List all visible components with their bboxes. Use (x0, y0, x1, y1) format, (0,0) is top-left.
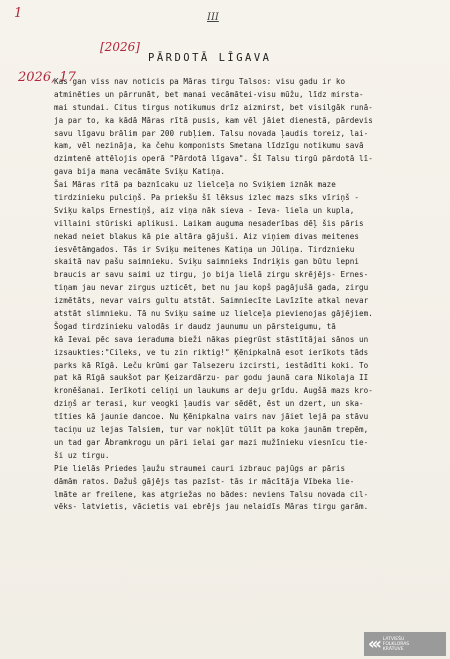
document-body (54, 76, 446, 514)
text-line: iesvētāmgados. Tās ir Sviķu meitenes Katiņa un Jūliņa. Tirdznieku (54, 244, 355, 254)
text-line: ši uz tirgu. (54, 450, 110, 460)
text-line: atstāt slimnieku. Tā nu Sviķu saime uz lielceļa pievienojas gājējiem. (54, 309, 373, 319)
logo-text (383, 637, 409, 652)
text-line: Kas gan viss nav noticis pa Māras tirgu Talsos: visu gadu ir ko (54, 77, 346, 86)
text-line: izsaukties:"Cileks, ve tu zin riktig!" Ķēnipkalnā esot ierīkots tāds (54, 347, 369, 357)
text-line: Šogad tirdzinieku valodās ir daudz jaunumu un pārsteigumu, tā (54, 321, 336, 331)
text-line: Pie lielās Priedes ļaužu straumei cauri izbrauc pajūgs ar pāris (54, 463, 346, 473)
logo-line-1: LATVIEŠU (382, 636, 405, 642)
archive-logo (364, 632, 446, 656)
text-line: ja par to, ka kādā Māras rītā pusis, kam vēl jāiet dienestā, pārdevis (54, 115, 373, 125)
text-line: Šai Māras rītā pa baznīcaku uz lielceļa no Sviķiem iznāk maze (54, 180, 336, 190)
text-line: dziņš ar terasi, kur veogki ļaudis var sēdēt, ēst un dzert, un ska- (54, 399, 364, 409)
text-line: pat kā Rīgā saukšot par Ķeizardārzu- par godu jaunā cara Nikolaja II (54, 373, 369, 383)
archive-reference: [2026] (100, 40, 140, 54)
archive-side-note: 2026, 17 (18, 70, 76, 85)
text-line: dzimtenē attēlojis operā "Pārdotā līgava". Šī Talsu tirgū pārdotā lī- (54, 154, 373, 164)
text-line: villaini stūriski aplikusi. Laikam auguma nesaderības dēļ šis pāris (54, 218, 364, 228)
text-line: kā Ievai pēc sava ieraduma bieži nākas piegrūst stāstītājai sānos un (54, 334, 369, 344)
text-line: dāmām ratos. Dažuš gājējs tas pazīst- tās ir mācītāja Vībeka lie- (54, 476, 355, 486)
text-line: kam, vēl nezināja, ka čehu komponists Smetana līdzīgu notikumu savā (54, 141, 364, 151)
text-line: lmāte ar freilene, kas atgriežas no bādes: neviens Talsu novada cil- (54, 489, 369, 499)
text-line: savu līgavu brālim par 200 rubļiem. Talsu novada ļaudis toreiz, lai- (54, 128, 369, 138)
text-line: un tad gar Ābramkrogu un pāri ielai gar mazi mužīnieku viesnīcu tie- (54, 437, 369, 447)
text-line: tīties kā jaunie dancoe. Nu Ķēnipkalna vairs nav jāiet lejā pa stāvu (54, 412, 369, 422)
text-line: skaitā nav pašu saimnieku. Sviķu saimnieks Indriķis gan būtu lepni (54, 257, 360, 267)
text-line: taciņu uz lejas Talsiem, tur var nokļūt tūlīt pa koka jaunām trepēm, (54, 425, 369, 435)
text-line: braucis ar savu saimi uz tirgu, jo bija lielā zirgu skrējējs- Ernes- (54, 270, 369, 280)
page-number: III (207, 12, 219, 23)
text-line: vēks- latvietis, vācietis vai ebrējs jau nelaidīs Māras tirgu garām. (54, 502, 369, 512)
text-line: tiņam jau nevar zirgus uzticēt, bet nu jau kopš pagājušā gada, zirgu (54, 283, 369, 293)
text-line: izmētāts, nevar vairs gultu atstāt. Saimniecīte Lavīzīte atkal nevar (54, 296, 369, 306)
text-line: gava bija mana vecāmāte Sviķu Katiņa. (54, 167, 226, 177)
text-line: nekad neiet blakus kā pie altāra gājuši. Aiz viņiem divas meitenes (54, 231, 360, 241)
text-line: Sviķu kalps Ernestiņš, aiz viņa nāk sieva - Ieva- liela un kupla, (54, 205, 355, 215)
logo-line-2: FOLKLORAS (382, 641, 410, 647)
text-line: atminēties un pārrunāt, bet manai vecāmātei-visu mūžu, līdz mirsta- (54, 89, 364, 99)
logo-line-3: KRĀTUVE (382, 646, 404, 652)
text-line: kronēšanai. Ierīkoti celiņi un laukums ar deju grīdu. Augšā mazs kro- (54, 386, 373, 396)
chevron-logo-icon: ‹‹‹ (368, 634, 379, 653)
text-line: parks kā Rīgā. Leču krūmi gar Talsezeru izcirsti, iestādīti koki. To (54, 360, 369, 370)
text-line: tirdzinieku pulciņš. Pa priekšu šī lēksus izlec mazs sīks vīriņš - (54, 193, 360, 203)
document-title: PĀRDOTĀ LĪGAVA (148, 52, 272, 64)
corner-annotation: 1 (14, 6, 23, 21)
text-line: mai stundai. Citus tirgus notikumus drīz aizmirst, bet visilgāk runā- (54, 102, 373, 112)
